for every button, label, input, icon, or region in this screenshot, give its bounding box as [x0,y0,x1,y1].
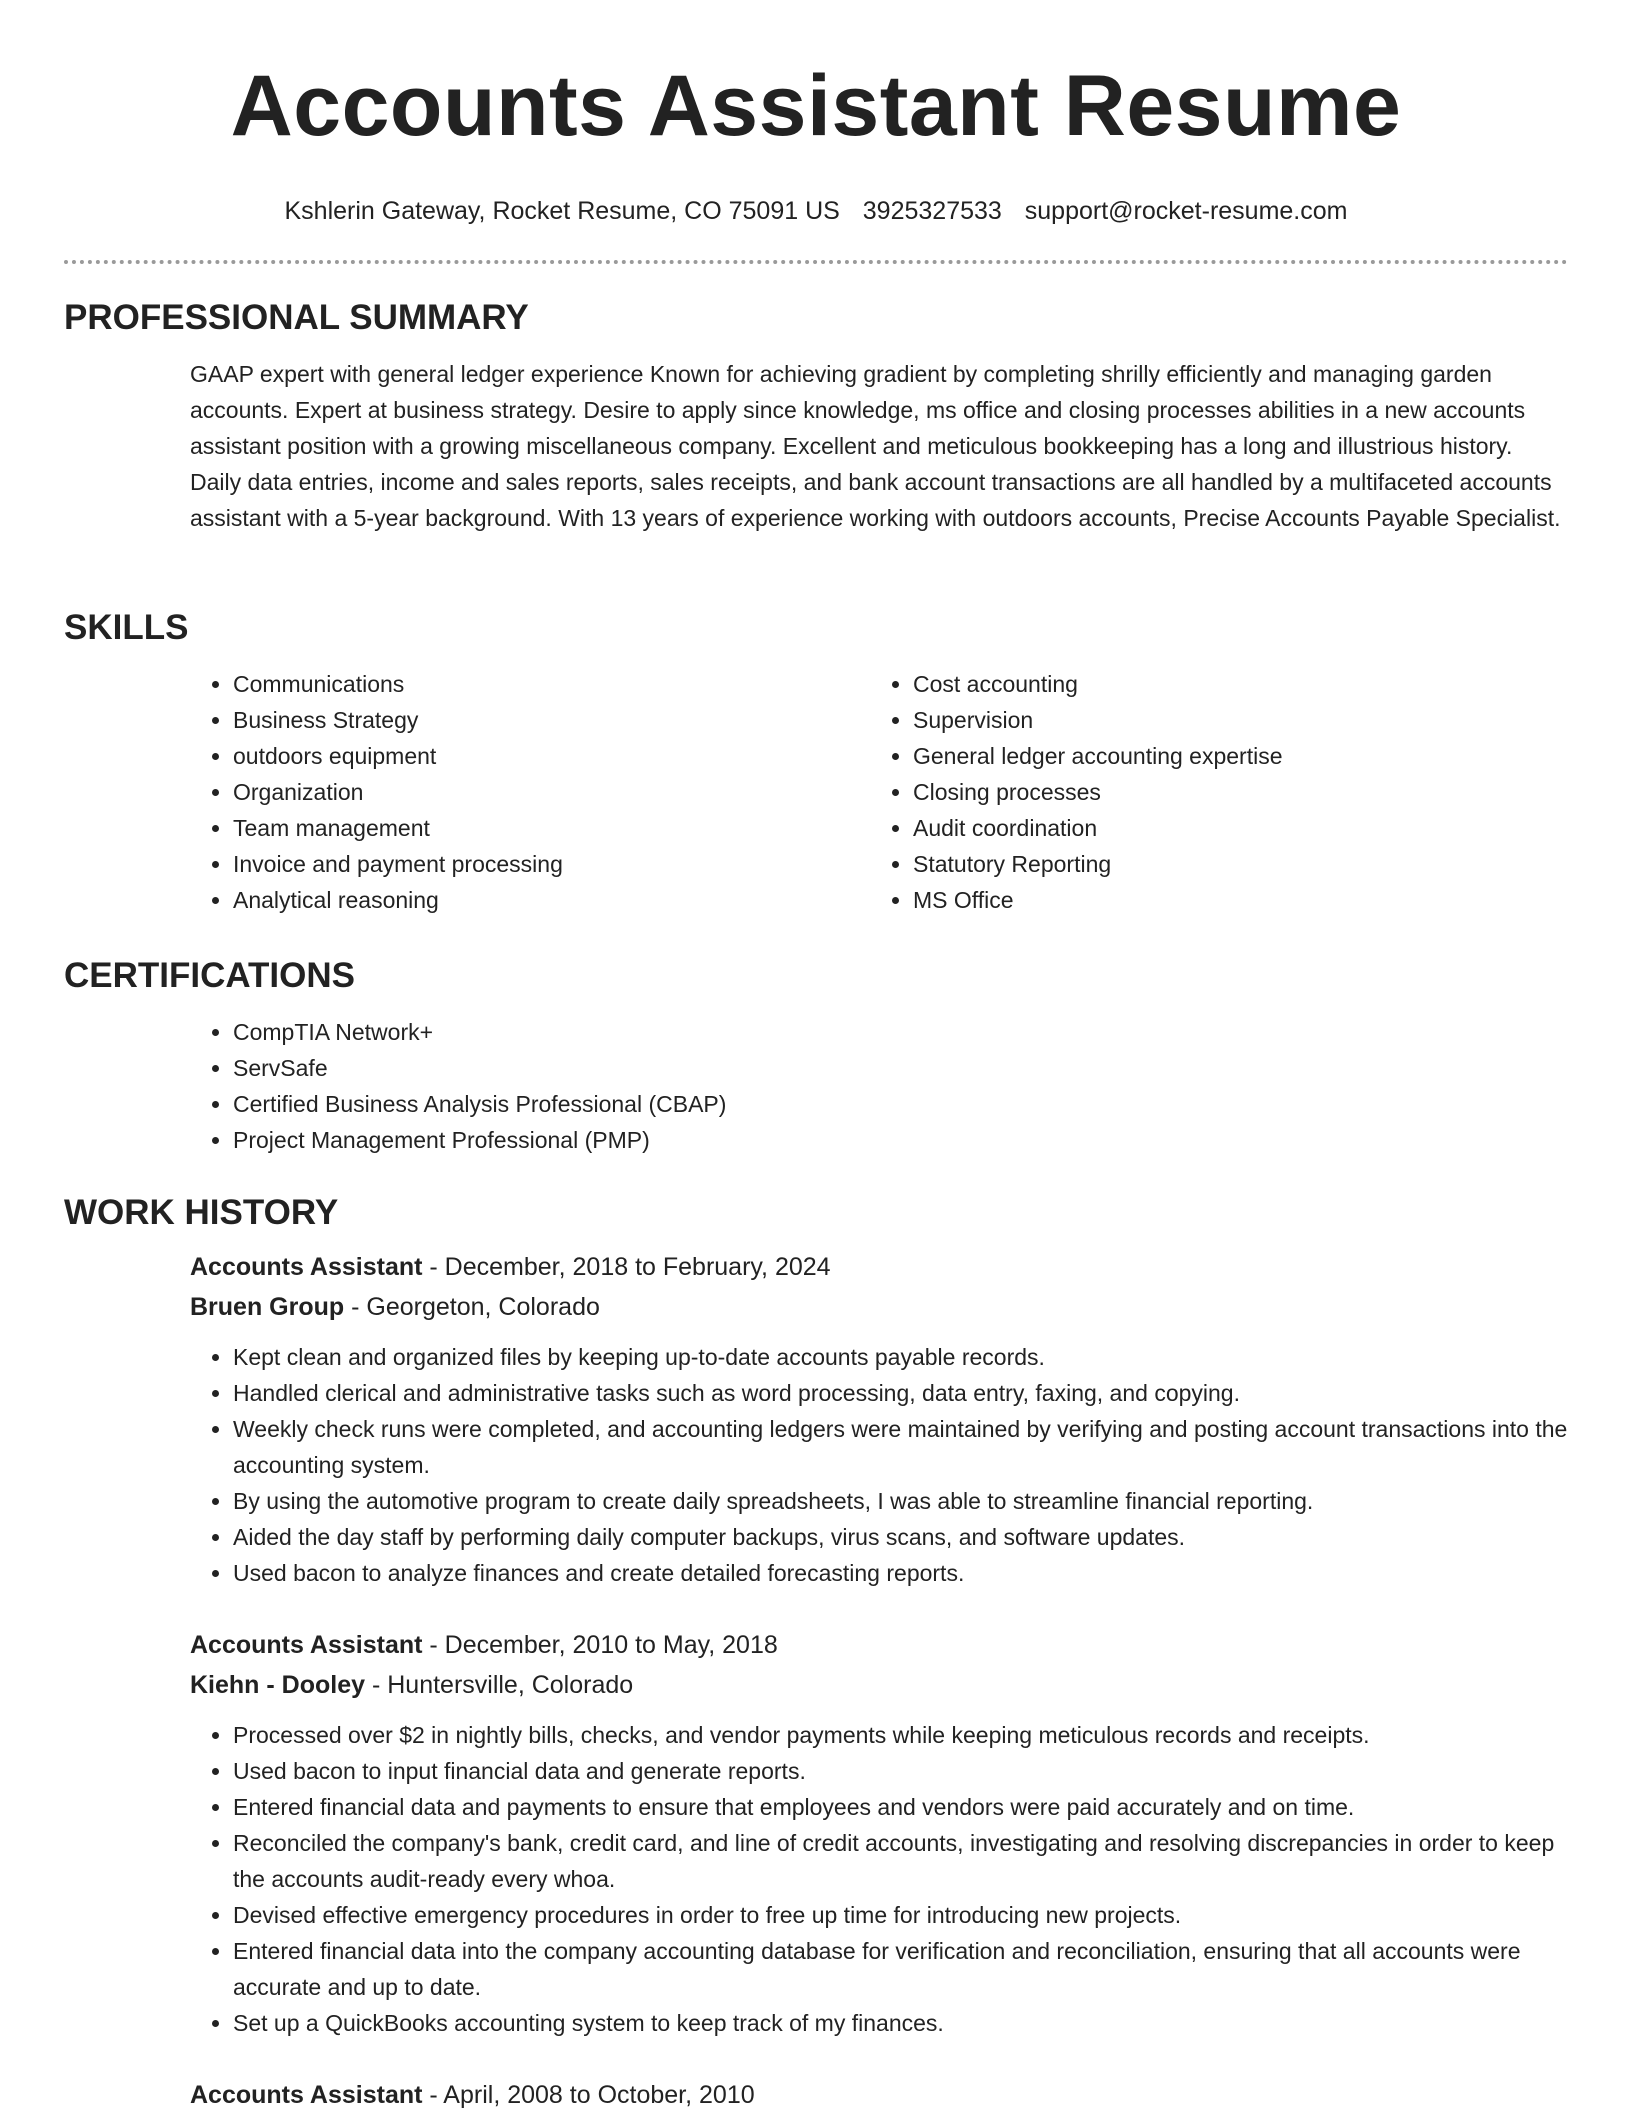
skill-item: • Statutory Reporting [913,846,1550,882]
job-bullet: • By using the automotive program to create daily spreadsheets, I was able to streamline financial reporting. [233,1483,1568,1519]
certification-item: • ServSafe [233,1050,1568,1086]
resume-header [64,0,1568,264]
job-title-line [190,1247,1568,1287]
section-heading: WORK HISTORY [64,1193,339,1232]
job-dates: - December, 2010 to May, 2018 [422,1631,778,1659]
skill-item: • Audit coordination [913,810,1550,846]
work-history-section [64,1193,1568,2115]
job-bullet: • Reconciled the company's bank, credit card, and line of credit accounts, investigating and resolving discrepancies in order to keep the accounts audit-ready every whoa. [233,1825,1568,1897]
skill-item: • MS Office [913,882,1550,918]
job-bullet: • Aided the day staff by performing daily computer backups, virus scans, and software updates. [233,1519,1568,1555]
job-bullet: • Entered financial data and payments to ensure that employees and vendors were paid accurately and on time. [233,1789,1568,1825]
job-company: Bruen Group [190,1293,345,1321]
header-divider [64,260,1568,264]
job-entry [190,2075,1568,2115]
job-bullet: • Entered financial data into the company accounting database for verification and reconciliation, ensuring that all accounts were accurate and up to date. [233,1933,1568,2005]
job-location: - Huntersville, Colorado [365,1671,634,1699]
job-bullet: • Set up a QuickBooks accounting system to keep track of my finances. [233,2005,1568,2041]
job-title: Accounts Assistant [190,1253,423,1281]
job-location: - Georgeton, Colorado [344,1293,600,1321]
job-company-line [190,1665,1568,1705]
section-heading: SKILLS [64,608,189,647]
job-bullet: • Used bacon to input financial data and generate reports. [233,1753,1568,1789]
job-bullet: • Kept clean and organized files by keeping up-to-date accounts payable records. [233,1339,1568,1375]
job-bullet: • Handled clerical and administrative tasks such as word processing, data entry, faxing, and copying. [233,1375,1568,1411]
contact-line [64,196,1568,226]
section-heading: PROFESSIONAL SUMMARY [64,298,529,337]
certification-item: • Certified Business Analysis Professional (CBAP) [233,1086,1568,1122]
job-title-line [190,1625,1568,1665]
skill-item: • Invoice and payment processing [233,846,870,882]
job-company: Kiehn - Dooley [190,1671,366,1699]
skills-column-right [870,666,1550,918]
job-bullet: • Devised effective emergency procedures in order to free up time for introducing new projects. [233,1897,1568,1933]
skill-item: • outdoors equipment [233,738,870,774]
certifications-section [64,956,1568,1158]
certification-item: • Project Management Professional (PMP) [233,1122,1568,1158]
skills-column-left [190,666,870,918]
skill-item: • Organization [233,774,870,810]
contact-phone: 3925327533 [862,197,1002,225]
contact-address: Kshlerin Gateway, Rocket Resume, CO 75091 US [284,197,840,225]
contact-email: support@rocket-resume.com [1024,197,1348,225]
job-dates: - December, 2018 to February, 2024 [422,1253,831,1281]
skill-item: • Cost accounting [913,666,1550,702]
job-title: Accounts Assistant [190,2081,423,2109]
job-entry [190,1247,1568,1591]
job-title-line [190,2075,1568,2115]
page-title: Accounts Assistant Resume [230,58,1402,154]
job-company-line [190,1287,1568,1327]
skill-item: • Team management [233,810,870,846]
job-dates: - April, 2008 to October, 2010 [422,2081,755,2109]
skills-section [64,608,1568,918]
skill-item: • Analytical reasoning [233,882,870,918]
section-heading: CERTIFICATIONS [64,956,356,995]
job-entry [190,1625,1568,2041]
skill-item: • Closing processes [913,774,1550,810]
summary-text: GAAP expert with general ledger experience Known for achieving gradient by completing shrilly efficiently and managing garden accounts. Expert at business strategy. Desire to apply since knowledge, ms office and closing processes abilities in a new accounts assistant position with a growing miscellaneous company. Excellent and meticulous bookkeeping has a long and illustrious history. Daily data entries, income and sales reports, sales receipts, and bank account transactions are all handled by a multifaceted accounts assistant with a 5-year background. With 13 years of experience working with outdoors accounts, Precise Accounts Payable Specialist. [190,361,1561,531]
job-bullet: • Used bacon to analyze finances and create detailed forecasting reports. [233,1555,1568,1591]
skill-item: • Business Strategy [233,702,870,738]
job-title: Accounts Assistant [190,1631,423,1659]
skill-item: • Communications [233,666,870,702]
certification-item: • CompTIA Network+ [233,1014,1568,1050]
skill-item: • Supervision [913,702,1550,738]
skills-grid [64,666,1568,918]
skill-item: • General ledger accounting expertise [913,738,1550,774]
professional-summary-section [64,298,1568,536]
job-bullet: • Processed over $2 in nightly bills, checks, and vendor payments while keeping meticulous records and receipts. [233,1717,1568,1753]
job-bullet: • Weekly check runs were completed, and accounting ledgers were maintained by verifying and posting account transactions into the accounting system. [233,1411,1568,1483]
